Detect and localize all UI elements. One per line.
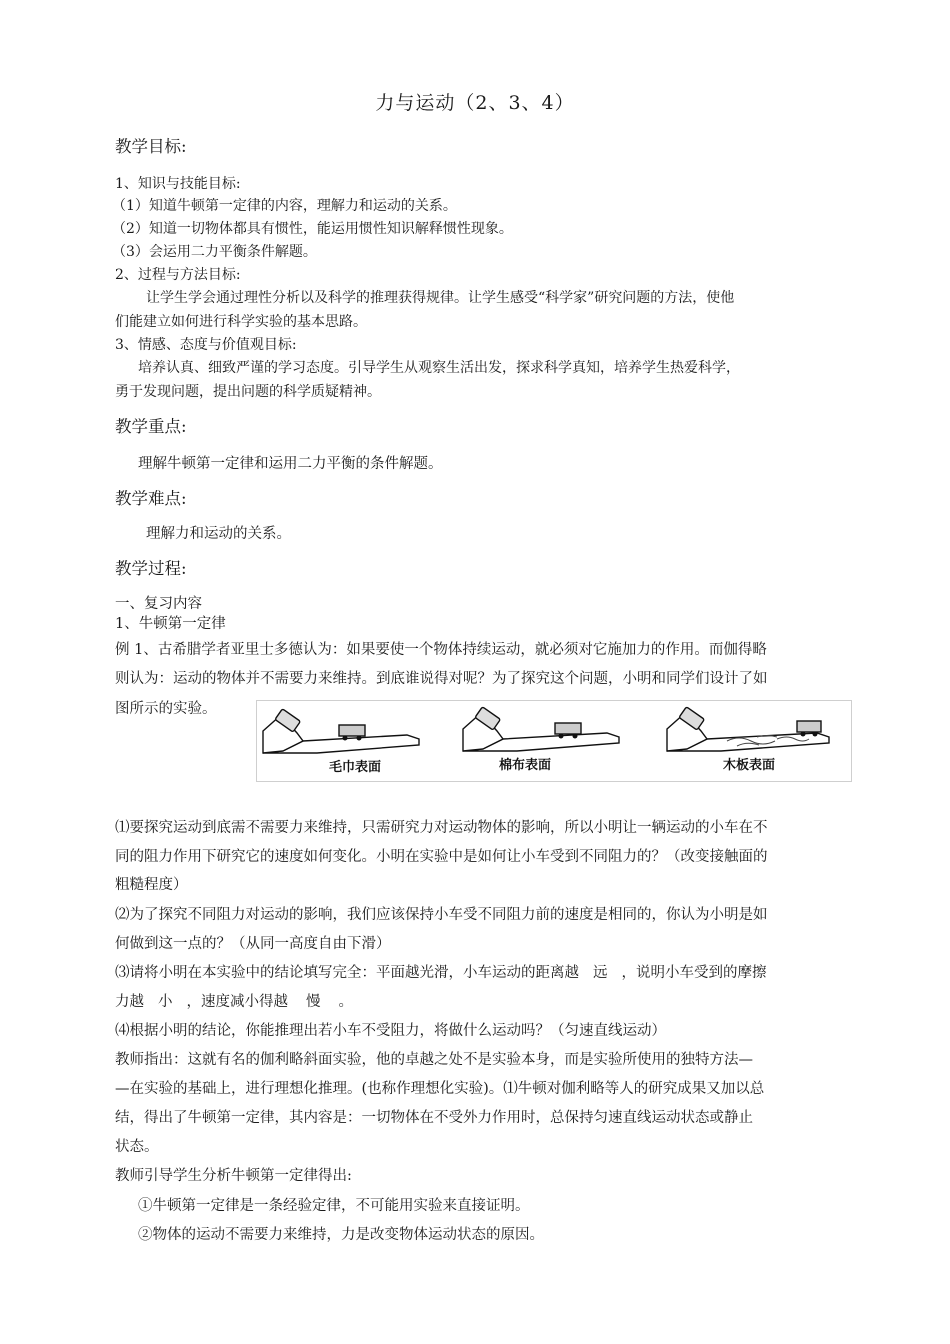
difficulty-heading: 教学难点: — [115, 489, 187, 508]
knowledge-item: （2）知道一切物体都具有惯性，能运用惯性知识解释惯性现象。 — [112, 221, 513, 237]
surface-label-towel: 毛巾表面 — [329, 760, 382, 775]
emotion-text: 培养认真、细致严谨的学习态度。引导学生从观察生活出发，探求科学真知，培养学生热爱科学， — [138, 360, 740, 376]
towel-surface-panel — [263, 709, 419, 775]
process-text: 让学生学会通过理性分析以及科学的推理获得规律。让学生感受“科学家”研究问题的方法，使他 — [146, 290, 735, 306]
question-2: 何做到这一点的？（从同一高度自由下滑） — [115, 936, 391, 952]
question-1: ⑴要探究运动到底需不需要力来维持，只需研究力对运动物体的影响，所以小明让一辆运动的小车在不 — [115, 820, 768, 836]
emotion-text: 勇于发现问题，提出问题的科学质疑精神。 — [115, 384, 381, 400]
process-title: 2、过程与方法目标: — [115, 267, 241, 283]
teacher-note: 状态。 — [115, 1139, 159, 1155]
knowledge-item: （1）知道牛顿第一定律的内容，理解力和运动的关系。 — [112, 198, 457, 214]
document-title: 力与运动（2、3、4） — [375, 92, 575, 114]
process-heading: 教学过程: — [115, 559, 187, 578]
answer-small: 小 — [158, 994, 173, 1010]
cotton-surface-panel — [463, 707, 619, 773]
question-4: ⑷根据小明的结论，你能推理出若小车不受阻力，将做什么运动吗？（匀速直线运动） — [115, 1023, 666, 1039]
knowledge-item: （3）会运用二力平衡条件解题。 — [112, 244, 317, 260]
question-3-text: ，速度减小得越 — [186, 994, 288, 1010]
analysis-point: ②物体的运动不需要力来维持，力是改变物体运动状态的原因。 — [138, 1227, 544, 1243]
key-point-heading: 教学重点: — [115, 417, 187, 436]
surface-label-wood: 木板表面 — [723, 758, 776, 773]
experiment-illustration — [257, 701, 851, 781]
difficulty-text: 理解力和运动的关系。 — [146, 526, 291, 542]
answer-far: 远 — [593, 965, 608, 981]
question-3-line-1 — [115, 961, 860, 982]
answer-slow: 慢 — [306, 994, 321, 1010]
key-point-text: 理解牛顿第一定律和运用二力平衡的条件解题。 — [138, 456, 443, 472]
surface-label-cotton: 棉布表面 — [499, 758, 552, 773]
teacher-note: 教师指出：这就有名的伽利略斜面实验，他的卓越之处不是实验本身，而是实验所使用的独特方法— — [115, 1052, 753, 1068]
teacher-note: 结，得出了牛顿第一定律，其内容是：一切物体在不受外力作用时，总保持匀速直线运动状态或静止 — [115, 1110, 753, 1126]
process-text: 们能建立如何进行科学实验的基本思路。 — [115, 314, 367, 330]
wood-surface-panel — [667, 707, 829, 773]
question-3-text: ⑶请将小明在本实验中的结论填写完全：平面越光滑，小车运动的距离越 — [115, 965, 579, 981]
example-text: 则认为：运动的物体并不需要力来维持。到底谁说得对呢？为了探究这个问题，小明和同学们设计了如 — [115, 671, 768, 687]
question-3-text: 力越 — [115, 994, 144, 1010]
question-3-text: 。 — [338, 994, 353, 1010]
analysis-point: ①牛顿第一定律是一条经验定律，不可能用实验来直接证明。 — [138, 1198, 530, 1214]
knowledge-title: 1、知识与技能目标: — [115, 176, 241, 192]
review-heading: 一、复习内容 — [115, 596, 202, 612]
example-text: 例 1、古希腊学者亚里士多德认为：如果要使一个物体持续运动，就必须对它施加力的作用。而伽得略 — [115, 642, 767, 658]
objectives-heading: 教学目标: — [115, 137, 187, 156]
teacher-note: —在实验的基础上，进行理想化推理。(也称作理想化实验)。⑴牛顿对伽利略等人的研究成果又加以总 — [115, 1081, 765, 1097]
question-3-text: ，说明小车受到的摩擦 — [621, 965, 767, 981]
teacher-guide: 教师引导学生分析牛顿第一定律得出: — [115, 1168, 352, 1184]
example-text: 图所示的实验。 — [115, 701, 217, 717]
question-1: 粗糙程度） — [115, 877, 188, 893]
emotion-title: 3、情感、态度与价值观目标: — [115, 337, 297, 353]
question-2: ⑵为了探究不同阻力对运动的影响，我们应该保持小车受不同阻力前的速度是相同的，你认为小明是如 — [115, 907, 768, 923]
newton-heading: 1、牛顿第一定律 — [115, 616, 226, 632]
experiment-figure — [256, 700, 852, 782]
question-3-line-2 — [115, 990, 860, 1011]
question-1: 同的阻力作用下研究它的速度如何变化。小明在实验中是如何让小车受到不同阻力的？（改变接触面的 — [115, 849, 768, 865]
